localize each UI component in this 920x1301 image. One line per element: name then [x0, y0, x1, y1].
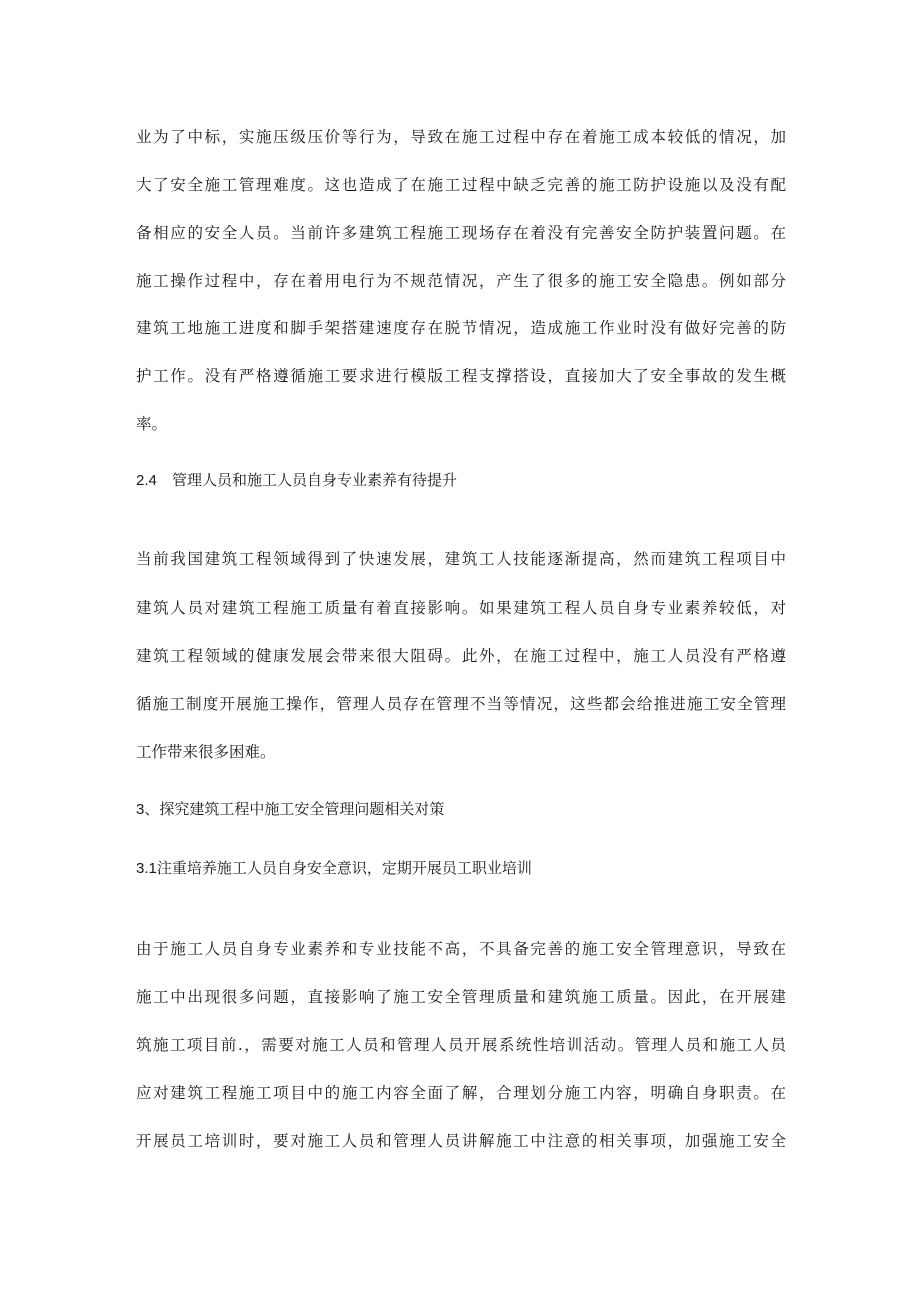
- section-title: 探究建筑工程中施工安全管理问题相关对策: [159, 800, 445, 818]
- paragraph-line: 当前我国建筑工程领域得到了快速发展，建筑工人技能逐渐提高，然而建筑工程项目中: [136, 550, 786, 568]
- paragraph-line: 建筑工程领域的健康发展会带来很大阻碍。此外，在施工过程中，施工人员没有严格遵: [136, 647, 786, 665]
- section-number: 3.1: [136, 860, 157, 877]
- section-heading-3-1: [136, 858, 532, 879]
- paragraph-line: 筑施工项目前.，需要对施工人员和管理人员开展系统性培训活动。管理人员和施工人员: [136, 1036, 786, 1054]
- paragraph-line: 开展员工培训时，要对施工人员和管理人员讲解施工中注意的相关事项，加强施工安全: [136, 1132, 786, 1150]
- paragraph-line: 建筑工地施工进度和脚手架搭建速度存在脱节情况，造成施工作业时没有做好完善的防: [136, 319, 786, 337]
- paragraph-line: 大了安全施工管理难度。这也造成了在施工过程中缺乏完善的施工防护设施以及没有配: [136, 176, 786, 194]
- paragraph-line: 护工作。没有严格遵循施工要求进行模版工程支撑搭设，直接加大了安全事故的发生概: [136, 367, 786, 385]
- section-number: 3、: [136, 801, 160, 818]
- paragraph-line: 由于施工人员自身专业素养和专业技能不高，不具备完善的施工安全管理意识，导致在: [136, 940, 786, 958]
- section-title: 注重培养施工人员自身安全意识，定期开展员工职业培训: [156, 859, 532, 877]
- paragraph-line: 备相应的安全人员。当前许多建筑工程施工现场存在着没有完善安全防护装置问题。在: [136, 224, 786, 242]
- paragraph-line: 施工操作过程中，存在着用电行为不规范情况，产生了很多的施工安全隐患。例如部分: [136, 272, 786, 290]
- section-number: 2.4: [136, 472, 157, 489]
- paragraph-line: 工作带来很多困难。: [136, 743, 276, 761]
- section-heading-3: [136, 799, 444, 820]
- section-title: 管理人员和施工人员自身专业素养有待提升: [172, 471, 458, 489]
- paragraph-line: 循施工制度开展施工操作，管理人员存在管理不当等情况，这些都会给推进施工安全管理: [136, 695, 786, 713]
- paragraph-line: 施工中出现很多问题，直接影响了施工安全管理质量和建筑施工质量。因此，在开展建: [136, 988, 786, 1006]
- section-heading-2-4: [136, 470, 457, 491]
- paragraph-line: 应对建筑工程施工项目中的施工内容全面了解，合理划分施工内容，明确自身职责。在: [136, 1084, 786, 1102]
- paragraph-line: 率。: [136, 415, 168, 433]
- paragraph-line: 业为了中标，实施压级压价等行为，导致在施工过程中存在着施工成本较低的情况，加: [136, 128, 786, 146]
- paragraph-line: 建筑人员对建筑工程施工质量有着直接影响。如果建筑工程人员自身专业素养较低，对: [136, 599, 786, 617]
